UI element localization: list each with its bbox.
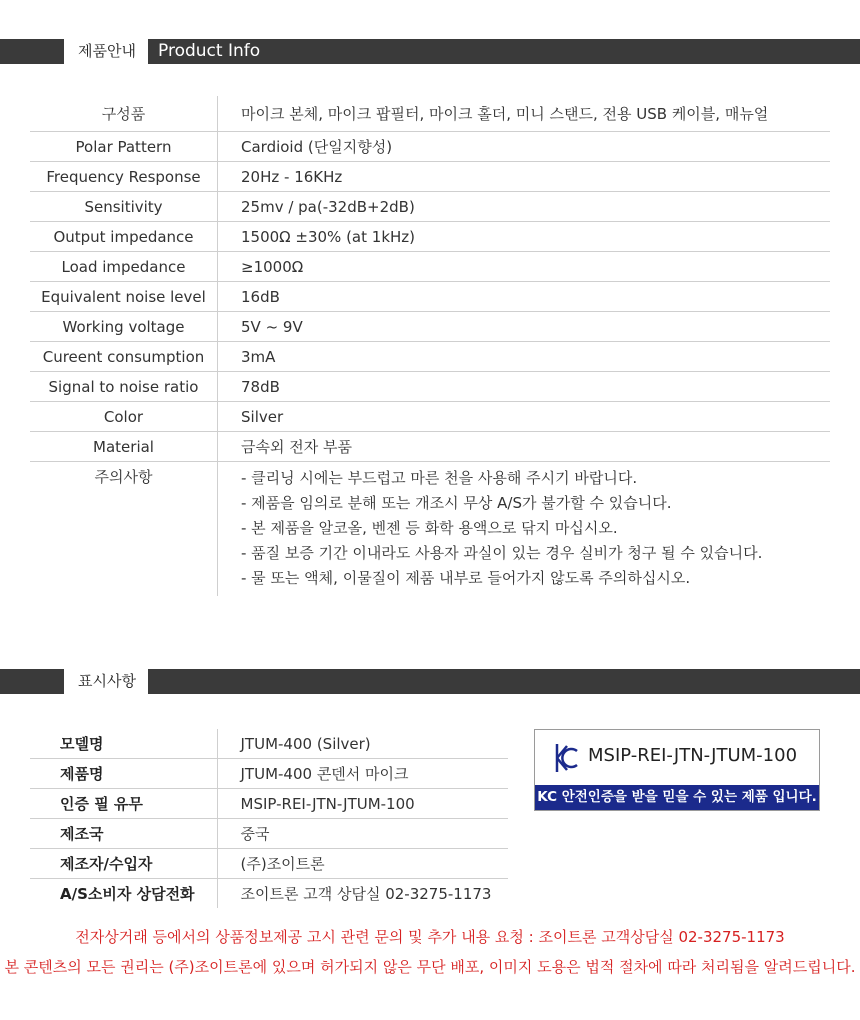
spec-row [30,222,830,252]
label-value: 중국 [217,819,508,849]
notes-key: 주의사항 [30,462,218,597]
label-value: 조이트론 고객 상담실 02-3275-1173 [240,885,492,903]
kc-top [535,730,819,785]
note-line: - 클리닝 시에는 부드럽고 마른 천을 사용해 주시기 바랍니다. [241,469,638,487]
label-key: 제조자/수입자 [30,849,217,879]
spec-value: 78dB [218,372,831,402]
product-info-title: Product Info [158,41,261,61]
spec-row [30,282,830,312]
spec-row [30,162,830,192]
spec-key: Working voltage [30,312,218,342]
label-row [30,879,508,909]
label-header [0,669,860,694]
kc-certification-box [534,729,820,811]
kc-code: MSIP-REI-JTN-JTUM-100 [588,745,798,766]
label-key: A/S소비자 상담전화 [30,879,217,909]
note-line: - 물 또는 액체, 이물질이 제품 내부로 들어가지 않도록 주의하십시오. [241,569,691,587]
note-line: - 본 제품을 알코올, 벤젠 등 화학 용액으로 닦지 마십시오. [241,519,618,537]
kc-caption: KC 안전인증을 받을 믿을 수 있는 제품 입니다. [535,785,819,810]
notes-row [30,462,830,597]
product-info-header [0,39,860,64]
note-line: - 품질 보증 기간 이내라도 사용자 과실이 있는 경우 실비가 청구 될 수 있습니다. [241,544,763,562]
spec-value: Cardioid (단일지향성) [218,132,831,162]
spec-key: Polar Pattern [30,132,218,162]
label-value: (주)조이트론 [217,849,508,879]
spec-key: Signal to noise ratio [30,372,218,402]
spec-value: ≥1000Ω [218,252,831,282]
spec-value: 5V ~ 9V [218,312,831,342]
spec-key: Frequency Response [30,162,218,192]
label-row [30,819,508,849]
label-row [30,849,508,879]
spec-value: Silver [218,402,831,432]
spec-row [30,342,830,372]
spec-row [30,96,830,132]
label-section-label: 표시사항 [64,669,148,694]
footer-notice-inquiry: 전자상거래 등에서의 상품정보제공 고시 관련 문의 및 추가 내용 요청 : 조이트론 고객상담실 02-3275-1173 [75,928,785,946]
label-table [30,729,508,908]
spec-value: 20Hz - 16KHz [218,162,831,192]
spec-key: Sensitivity [30,192,218,222]
label-value: MSIP-REI-JTN-JTUM-100 [217,789,508,819]
label-value: JTUM-400 콘덴서 마이크 [217,759,508,789]
spec-table [30,96,830,596]
product-info-label: 제품안내 [64,39,148,64]
spec-key: Equivalent noise level [30,282,218,312]
spec-key: 구성품 [30,96,218,132]
label-key: 제품명 [30,759,217,789]
header-bar-right [148,669,860,694]
spec-key: Color [30,402,218,432]
note-line: - 제품을 임의로 분해 또는 개조시 무상 A/S가 불가할 수 있습니다. [241,494,672,512]
spec-value: 마이크 본체, 마이크 팝필터, 마이크 홀더, 미니 스탠드, 전용 USB 케이블, 매뉴얼 [218,96,831,132]
spec-key: Output impedance [30,222,218,252]
spec-key: Material [30,432,218,462]
spec-key: Load impedance [30,252,218,282]
footer-notice-copyright: 본 콘텐츠의 모든 권리는 (주)조이트론에 있으며 허가되지 않은 무단 배포, 이미지 도용은 법적 절차에 따라 처리됨을 알려드립니다. [4,958,856,976]
spec-row [30,372,830,402]
spec-row [30,312,830,342]
label-row [30,759,508,789]
spec-row [30,432,830,462]
spec-row [30,252,830,282]
label-key: 모델명 [30,729,217,759]
spec-row [30,132,830,162]
label-row [30,729,508,759]
label-row [30,789,508,819]
spec-value: 1500Ω ±30% (at 1kHz) [218,222,831,252]
header-bar-left [0,669,64,694]
spec-value: 금속외 전자 부품 [218,432,831,462]
notes-list [218,462,831,597]
spec-value: 16dB [218,282,831,312]
label-key: 제조국 [30,819,217,849]
spec-row [30,402,830,432]
header-bar-left [0,39,64,64]
spec-row [30,192,830,222]
spec-value: 3mA [218,342,831,372]
label-key: 인증 필 유무 [30,789,217,819]
spec-key: Cureent consumption [30,342,218,372]
label-value: JTUM-400 (Silver) [217,729,508,759]
spec-value: 25mv / pa(-32dB+2dB) [218,192,831,222]
kc-mark-icon [553,742,579,774]
